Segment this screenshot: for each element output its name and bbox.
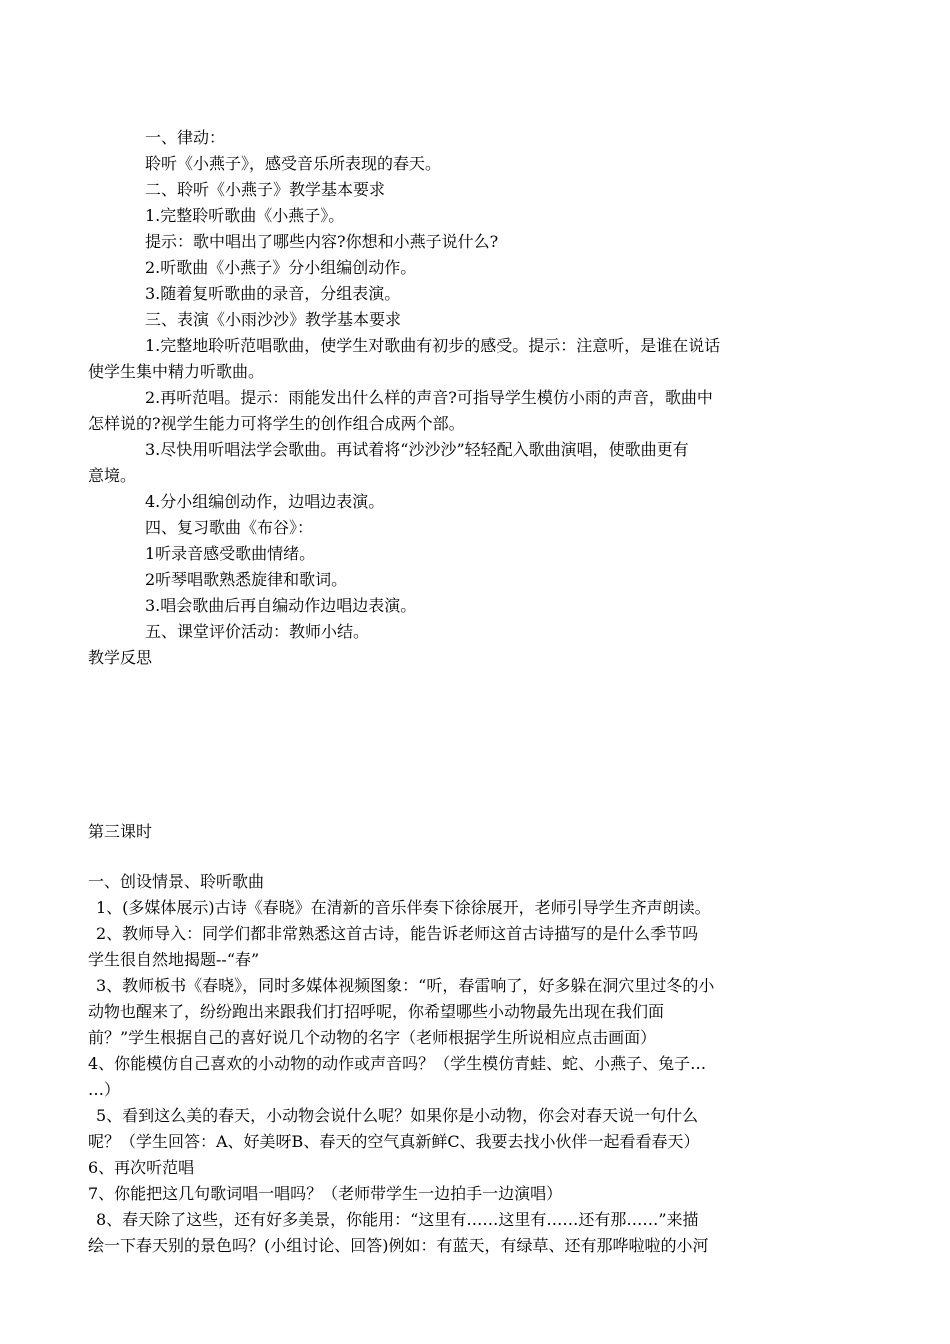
- heading-listening: 二、聆听《小燕子》教学基本要求: [145, 180, 386, 199]
- paragraph-line: 使学生集中精力听歌曲。: [88, 362, 265, 381]
- paragraph-line: 1听录音感受歌曲情绪。: [145, 544, 316, 563]
- paragraph-line: 3.唱会歌曲后再自编动作边唱边表演。: [145, 596, 417, 615]
- paragraph-line: 呢？（学生回答：A、好美呀B、春天的空气真新鲜C、我要去找小伙伴一起看看春天）: [88, 1132, 700, 1151]
- paragraph-line: 4、你能模仿自己喜欢的小动物的动作或声音吗？（学生模仿青蛙、蛇、小燕子、兔子…: [88, 1054, 707, 1073]
- paragraph-line: 2听琴唱歌熟悉旋律和歌词。: [145, 570, 348, 589]
- paragraph-line: …）: [88, 1080, 121, 1099]
- paragraph-line: 7、你能把这几句歌词唱一唱吗？（老师带学生一边拍手一边演唱）: [88, 1184, 563, 1203]
- paragraph-line: 4.分小组编创动作，边唱边表演。: [145, 492, 385, 511]
- paragraph-line: 2.再听范唱。提示：雨能发出什么样的声音?可指导学生模仿小雨的声音，歌曲中: [145, 388, 713, 407]
- heading-performance: 三、表演《小雨沙沙》教学基本要求: [145, 310, 402, 329]
- paragraph-line: 动物也醒来了，纷纷跑出来跟我们打招呼呢，你希望哪些小动物最先出现在我们面: [88, 1002, 665, 1021]
- heading-rhythm: 一、律动：: [145, 128, 226, 147]
- lesson-title: 第三课时: [88, 822, 153, 841]
- heading-evaluation: 五、课堂评价活动：教师小结。: [145, 622, 370, 641]
- paragraph-line: 3.尽快用听唱法学会歌曲。再试着将“沙沙沙”轻轻配入歌曲演唱，使歌曲更有: [145, 440, 689, 459]
- paragraph-line: 意境。: [88, 466, 137, 485]
- paragraph-line: 3、教师板书《春晓》，同时多媒体视频图象：“听，春雷响了，好多躲在洞穴里过冬的小: [96, 976, 715, 995]
- paragraph-line: 6、再次听范唱: [88, 1158, 195, 1177]
- heading-review: 四、复习歌曲《布谷》：: [145, 518, 314, 537]
- paragraph-line: 5、看到这么美的春天，小动物会说什么呢？如果你是小动物，你会对春天说一句什么: [96, 1106, 699, 1125]
- heading-scenario: 一、创设情景、聆听歌曲: [88, 872, 265, 891]
- paragraph-line: 前？”学生根据自己的喜好说几个动物的名字（老师根据学生所说相应点击画面）: [88, 1028, 657, 1047]
- paragraph-line: 1.完整聆听歌曲《小燕子》。: [145, 206, 345, 225]
- paragraph-line: 提示：歌中唱出了哪些内容?你想和小燕子说什么?: [145, 232, 499, 251]
- paragraph-line: 学生很自然地揭题--“春”: [88, 950, 260, 969]
- paragraph-line: 怎样说的?视学生能力可将学生的创作组合成两个部。: [88, 414, 465, 433]
- paragraph-line: 1.完整地聆听范唱歌曲，使学生对歌曲有初步的感受。提示：注意听，是谁在说话: [145, 336, 721, 355]
- paragraph-line: 3.随着复听歌曲的录音，分组表演。: [145, 284, 401, 303]
- paragraph-line: 绘一下春天别的景色吗？(小组讨论、回答)例如：有蓝天，有绿草、还有那哗啦啦的小河: [88, 1236, 709, 1255]
- paragraph-line: 2.听歌曲《小燕子》分小组编创动作。: [145, 258, 417, 277]
- paragraph-line: 8、春天除了这些，还有好多美景，你能用：“这里有……这里有……还有那……”来描: [96, 1210, 699, 1229]
- paragraph-line: 2、教师导入：同学们都非常熟悉这首古诗，能告诉老师这首古诗描写的是什么季节吗: [96, 924, 699, 943]
- teaching-reflection-heading: 教学反思: [88, 648, 153, 667]
- paragraph-line: 聆听《小燕子》，感受音乐所表现的春天。: [145, 154, 442, 173]
- paragraph-line: 1、(多媒体展示)古诗《春晓》在清新的音乐伴奏下徐徐展开，老师引导学生齐声朗读。: [96, 898, 711, 917]
